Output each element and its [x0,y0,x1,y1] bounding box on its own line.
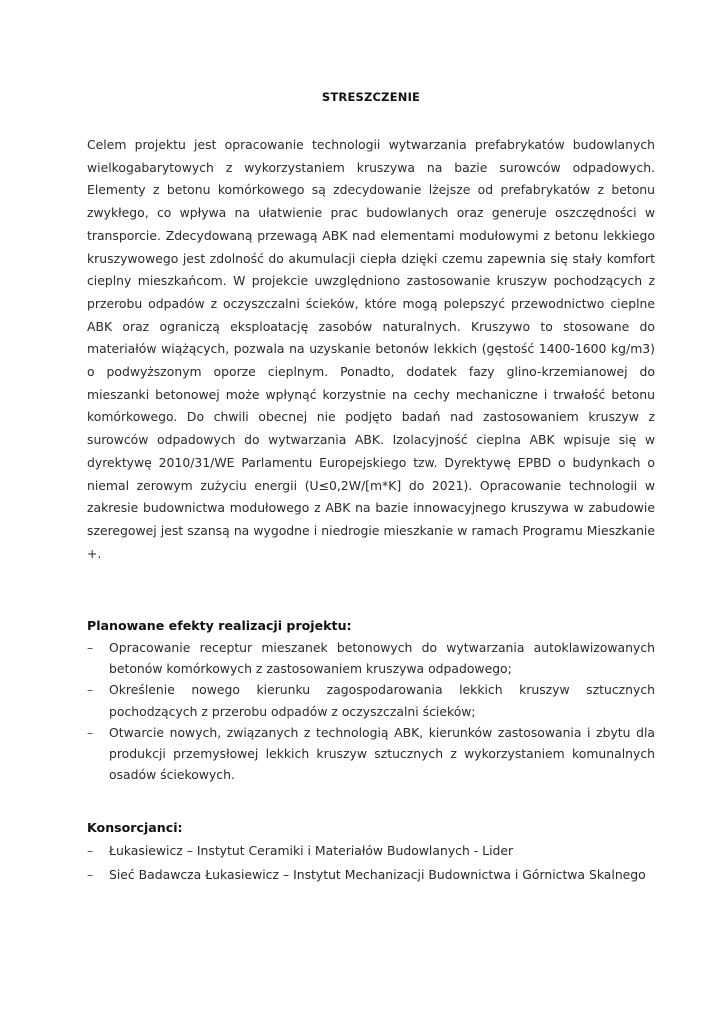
list-item [87,722,655,786]
consortium-member: Łukasiewicz – Instytut Ceramiki i Materiałów Budowlanych - Lider [109,843,514,858]
effects-heading: Planowane efekty realizacji projektu: [87,618,352,633]
dash-bullet: – [87,724,94,740]
list-item [87,637,655,679]
dash-bullet: – [87,682,94,698]
effect-text: Określenie nowego kierunku zagospodarowania lekkich kruszyw sztucznych pochodzących z przerobu odpadów z oczyszczalni ścieków; [109,682,655,719]
list-item [87,864,655,885]
consortium-list [87,840,655,888]
list-item [87,679,655,721]
document-title: STRESZCZENIE [321,90,421,104]
effect-text: Otwarcie nowych, związanych z technologią ABK, kierunków zastosowania i zbytu dla produkcji przemysłowej lekkich kruszyw sztucznych z wykorzystaniem komunalnych osadów ściekowych. [109,724,655,783]
consortium-heading: Konsorcjanci: [87,820,183,835]
effects-list [87,637,655,785]
dash-bullet: – [87,640,94,655]
dash-bullet: – [87,867,94,883]
effect-text: Opracowanie receptur mieszanek betonowych do wytwarzania autoklawizowanych betonów komórkowych z zastosowaniem kruszywa odpadowego; [109,640,655,677]
abstract-paragraph: Celem projektu jest opracowanie technologii wytwarzania prefabrykatów budowlanych wielkogabarytowych z wykorzystaniem kruszywa na bazie surowców odpadowych. Elementy z betonu komórkowego są zdecydowanie lżejsze od prefabrykatów z betonu zwykłego, co wpływa na ułatwienie prac budowlanych oraz generuje oszczędności w transporcie. Zdecydowaną przewagą ABK nad elementami modułowymi z betonu lekkiego kruszywowego jest zdolność do akumulacji ciepła dzięki czemu zapewnia się stały komfort cieplny mieszkańcom. W projekcie uwzględniono zastosowanie kruszyw pochodzących z przerobu odpadów z oczyszczalni ścieków, które mogą polepszyć przewodnictwo cieplne ABK oraz ograniczą eksploatację zasobów naturalnych. Kruszywo to stosowane do materiałów wiążących, pozwala na uzyskanie betonów lekkich (gęstość 1400-1600 kg/m3) o podwyższonym oporze cieplnym. Ponadto, dodatek fazy glino-krzemianowej do mieszanki betonowej może wpłynąć korzystnie na cechy mechaniczne i trwałość betonu komórkowego. Do chwili obecnej nie podjęto badań nad zastosowaniem kruszyw z surowców odpadowych do wytwarzania ABK. Izolacyjność cieplna ABK wpisuje się w dyrektywę 2010/31/WE Parlamentu Europejskiego tzw. Dyrektywę EPBD o budynkach o niemal zerowym zużyciu energii (U≤0,2W/[m*K] do 2021). Opracowanie technologii w zakresie budownictwa modułowego z ABK na bazie innowacyjnego kruszywa w zabudowie szeregowej jest szansą na wygodne i niedrogie mieszkanie w ramach Programu Mieszkanie +. [87,137,655,561]
list-item [87,840,655,861]
dash-bullet: – [87,843,94,858]
consortium-member: Sieć Badawcza Łukasiewicz – Instytut Mechanizacji Budownictwa i Górnictwa Skalnego [109,867,646,883]
